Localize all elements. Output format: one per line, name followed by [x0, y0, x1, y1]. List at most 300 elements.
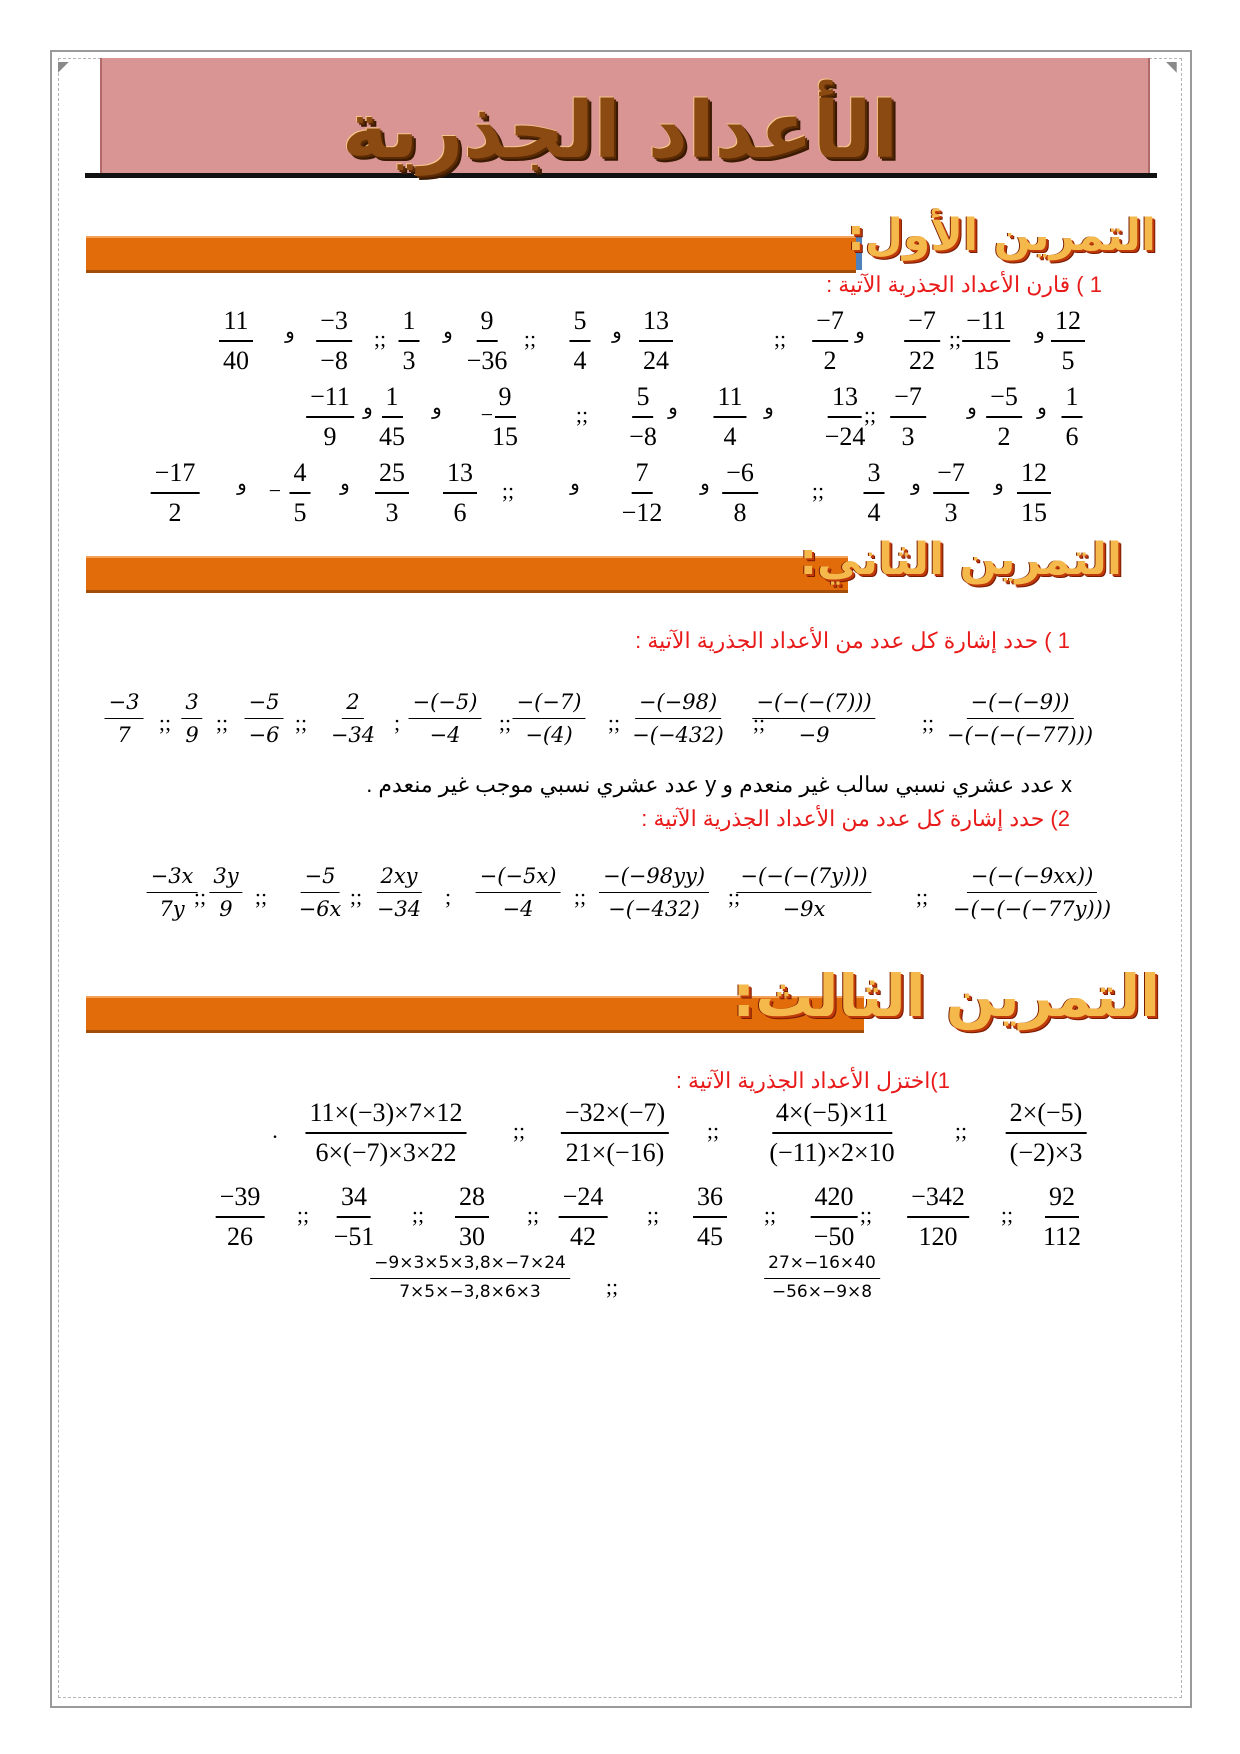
separator-text: ;;: [863, 402, 877, 427]
fraction-expression: [907, 1182, 969, 1252]
fraction: [752, 690, 875, 747]
conjunction-and: [967, 382, 977, 419]
separator-text: ;;: [215, 710, 229, 735]
denominator: 7×5×−3,8×6×3: [399, 1281, 541, 1302]
separator: [574, 864, 586, 909]
fraction-expression: [327, 690, 379, 747]
denominator: 6: [1065, 421, 1079, 451]
fraction-expression: [513, 690, 586, 747]
denominator: −6x: [298, 897, 342, 922]
separator: [216, 690, 228, 735]
denominator: 22: [908, 345, 935, 375]
minus-sign: [269, 458, 281, 503]
exercise-2-question-2: 2) حدد إشارة كل عدد من الأعداد الجذرية الآتية :: [641, 806, 1070, 831]
numerator: −(−5): [409, 690, 482, 719]
separator: [606, 1254, 618, 1299]
fraction-expression: [375, 382, 409, 452]
numerator: −7: [890, 382, 926, 418]
fraction: [375, 382, 409, 452]
conjunction-and: [432, 382, 442, 419]
fraction-expression: [693, 1182, 727, 1252]
fraction-expression: [890, 382, 926, 452]
separator-text: و: [432, 395, 442, 419]
fraction: [295, 864, 346, 921]
exercise-1-question-1: 1 ) قارن الأعداد الجذرية الآتية :: [826, 272, 1102, 297]
denominator: 45: [697, 1221, 723, 1251]
fraction: [245, 690, 284, 747]
fraction: [513, 690, 586, 747]
numerator: 13: [443, 458, 477, 494]
fraction: [713, 382, 746, 452]
denominator: 6: [453, 497, 467, 527]
conjunction-and: [668, 382, 678, 419]
numerator: −11: [962, 306, 1010, 342]
separator: [1001, 1182, 1013, 1227]
fraction-expression: [105, 690, 144, 747]
fraction-expression: [373, 864, 425, 921]
numerator: 27×−16×40: [764, 1254, 880, 1279]
fraction-expression: [455, 1182, 489, 1252]
numerator: −9×3×5×3,8×−7×24: [370, 1254, 570, 1279]
separator-text: ;;: [349, 884, 363, 909]
separator: [445, 864, 451, 909]
denominator: −51: [333, 1221, 375, 1251]
exercise-2-note: x عدد عشري نسبي سالب غير منعدم و y عدد عشري نسبي موجب غير منعدم .: [366, 772, 1072, 797]
numerator: −3: [316, 306, 352, 342]
exercise-3-heading: التمرين الثالث:: [732, 962, 1160, 1030]
separator: [949, 306, 961, 351]
denominator: 15: [1021, 497, 1047, 527]
fraction-expression: [219, 306, 253, 376]
separator: [394, 690, 400, 735]
numerator: −5: [301, 864, 340, 893]
numerator: −342: [907, 1182, 969, 1218]
separator-text: ;;: [498, 710, 512, 735]
separator-text: و: [967, 395, 977, 419]
numerator: 4: [290, 458, 311, 494]
numerator: 11: [713, 382, 746, 418]
numerator: 34: [337, 1182, 371, 1218]
separator-text: ;;: [954, 1118, 968, 1143]
fraction-expression: [375, 458, 409, 528]
denominator: −(−(−(−77))): [946, 723, 1094, 748]
exercise-1-bar: [86, 236, 856, 273]
fraction: [693, 1182, 727, 1252]
fraction: [722, 458, 758, 528]
separator: [753, 690, 765, 735]
fraction-expression: [570, 306, 591, 376]
conjunction-and: [700, 458, 710, 495]
numerator: 3: [864, 458, 885, 494]
numerator: 1: [399, 306, 420, 342]
separator: [812, 458, 824, 503]
fraction-expression: [245, 690, 284, 747]
separator-text: و: [612, 319, 622, 343]
denominator: 2: [168, 497, 182, 527]
numerator: −7: [812, 306, 848, 342]
denominator: −4: [429, 723, 461, 748]
numerator: −6: [722, 458, 758, 494]
fraction: [216, 1182, 265, 1252]
separator-text: و: [285, 319, 295, 343]
fraction-expression: [147, 864, 198, 921]
denominator: (−11)×2×10: [769, 1137, 895, 1167]
fraction: [327, 690, 379, 747]
separator-text: −: [268, 478, 282, 503]
separator: [955, 1098, 967, 1143]
fraction-expression: [290, 458, 311, 528]
fraction: [812, 306, 848, 376]
separator: [922, 690, 934, 735]
separator-text: ;;: [501, 478, 515, 503]
numerator: 92: [1045, 1182, 1079, 1218]
separator-text: ;;: [605, 1274, 619, 1299]
numerator: −(−98): [635, 690, 721, 719]
exercise-2-bar: [86, 556, 848, 593]
numerator: −24: [559, 1182, 608, 1218]
denominator: 9: [185, 723, 199, 748]
fraction-expression: [722, 458, 758, 528]
denominator: −(−432): [608, 897, 700, 922]
fraction-expression: [904, 306, 940, 376]
separator-text: ;;: [752, 710, 766, 735]
denominator: 45: [379, 421, 405, 451]
separator: [728, 864, 740, 909]
fraction-expression: [316, 306, 352, 376]
numerator: −(−7): [513, 690, 586, 719]
separator-text: ;;: [296, 1202, 310, 1227]
separator-text: ;;: [193, 884, 207, 909]
separator-text: ;;: [512, 1118, 526, 1143]
conjunction-and: [612, 306, 622, 343]
separator: [412, 1182, 424, 1227]
denominator: −(4): [525, 723, 573, 748]
denominator: −24: [824, 421, 866, 451]
separator-text: ;;: [373, 326, 387, 351]
fraction: [373, 864, 425, 921]
denominator: 112: [1042, 1221, 1082, 1251]
denominator: 2: [997, 421, 1011, 451]
fraction-expression: [628, 690, 728, 747]
conjunction-and: [285, 306, 295, 343]
separator: [608, 690, 620, 735]
numerator: 1: [382, 382, 403, 418]
fraction: [455, 1182, 489, 1252]
numerator: 2xy: [376, 864, 421, 893]
denominator: 24: [643, 345, 669, 375]
separator-text: و: [237, 471, 247, 495]
separator: [350, 864, 362, 909]
fraction: [219, 306, 253, 376]
denominator: 4: [867, 497, 881, 527]
conjunction-and: [855, 306, 865, 343]
numerator: −17: [151, 458, 200, 494]
separator-text: و: [994, 471, 1004, 495]
fraction-expression: [561, 1098, 669, 1168]
fraction-expression: [864, 458, 885, 528]
denominator: 21×(−16): [565, 1137, 665, 1167]
fraction: [147, 864, 198, 921]
fraction-expression: [1006, 1098, 1087, 1168]
numerator: −(−(−9xx)): [967, 864, 1098, 893]
separator-text: ;;: [915, 884, 929, 909]
denominator: 15: [972, 345, 999, 375]
conjunction-and: [443, 306, 453, 343]
separator: [272, 1098, 278, 1143]
fraction-expression: [1051, 306, 1085, 376]
denominator: 2: [823, 345, 837, 375]
fraction: [864, 458, 885, 528]
separator-text: ;;: [706, 1118, 720, 1143]
fraction-expression: [962, 306, 1010, 376]
separator-text: ;: [393, 710, 401, 735]
fraction: [316, 306, 352, 376]
separator-text: ;;: [948, 326, 962, 351]
exercise-3-question-1: 1)اختزل الأعداد الجذرية الآتية :: [675, 1068, 950, 1093]
separator-text: ;;: [411, 1202, 425, 1227]
fraction-expression: [370, 1254, 570, 1302]
numerator: −(−(−(7))): [752, 690, 875, 719]
denominator: −36: [466, 345, 508, 375]
fraction: [399, 306, 420, 376]
fraction-expression: [295, 864, 346, 921]
fraction-expression: [151, 458, 200, 528]
fraction: [986, 382, 1022, 452]
denominator: 8: [733, 497, 747, 527]
separator: [297, 1182, 309, 1227]
fraction: [151, 458, 200, 528]
denominator: 6×(−7)×3×22: [315, 1137, 457, 1167]
numerator: 1: [1062, 382, 1083, 418]
numerator: −(−(−9)): [967, 690, 1074, 719]
fraction-expression: [943, 690, 1097, 747]
conjunction-and: [1035, 306, 1045, 343]
conjunction-and: [1037, 382, 1047, 419]
separator: [499, 690, 511, 735]
numerator: 13: [828, 382, 862, 418]
fraction-expression: [713, 382, 746, 452]
separator: [860, 1182, 872, 1227]
separator-text: و: [443, 319, 453, 343]
fraction: [962, 306, 1010, 376]
fraction: [209, 864, 242, 921]
corner-mark-icon: ◥: [1166, 59, 1177, 75]
separator-text: و: [668, 395, 678, 419]
fraction-expression: [209, 864, 242, 921]
numerator: 12: [1051, 306, 1085, 342]
denominator: 3: [402, 345, 416, 375]
numerator: 5: [632, 382, 653, 418]
separator-text: ;;: [523, 326, 537, 351]
separator-text: و: [764, 395, 774, 419]
conjunction-and: [911, 458, 921, 495]
separator: [764, 1182, 776, 1227]
numerator: −3x: [147, 864, 198, 893]
fraction-expression: [765, 1098, 898, 1168]
fraction-expression: [216, 1182, 265, 1252]
separator: [576, 382, 588, 427]
numerator: −3: [105, 690, 144, 719]
fraction: [409, 690, 482, 747]
fraction: [570, 306, 591, 376]
fraction-expression: [986, 382, 1022, 452]
fraction-expression: [181, 690, 202, 747]
numerator: −11: [306, 382, 354, 418]
separator-text: ;;: [158, 710, 172, 735]
fraction: [330, 1182, 379, 1252]
conjunction-and: [237, 458, 247, 495]
separator-text: و: [911, 471, 921, 495]
conjunction-and: [994, 458, 1004, 495]
denominator: −9x: [782, 897, 826, 922]
fraction: [1039, 1182, 1085, 1252]
separator-text: و: [1037, 395, 1047, 419]
numerator: 2×(−5): [1006, 1098, 1087, 1134]
separator: [502, 458, 514, 503]
numerator: −7: [904, 306, 940, 342]
separator-text: و: [1035, 319, 1045, 343]
numerator: 9: [495, 382, 516, 418]
denominator: −8: [629, 421, 657, 451]
conjunction-and: [764, 382, 774, 419]
denominator: −56×−9×8: [771, 1281, 873, 1302]
separator-text: ;;: [859, 1202, 873, 1227]
fraction: [933, 458, 969, 528]
separator-text: ;;: [763, 1202, 777, 1227]
denominator: 3: [901, 421, 915, 451]
separator: [527, 1182, 539, 1227]
fraction: [890, 382, 926, 452]
numerator: −5: [986, 382, 1022, 418]
fraction: [764, 1254, 880, 1302]
numerator: 7: [631, 458, 652, 494]
denominator: 5: [293, 497, 307, 527]
fraction: [1051, 306, 1085, 376]
page-title: الأعداد الجذرية: [341, 86, 899, 176]
numerator: −(−98yy): [599, 864, 709, 893]
fraction: [765, 1098, 898, 1168]
fraction: [907, 1182, 969, 1252]
separator-text: ;: [444, 884, 452, 909]
denominator: 26: [226, 1221, 253, 1251]
numerator: 3: [181, 690, 202, 719]
denominator: 9: [323, 421, 337, 451]
exercise-2-question-1: 1 ) حدد إشارة كل عدد من الأعداد الجذرية الآتية :: [635, 628, 1070, 653]
numerator: 4×(−5)×11: [772, 1098, 892, 1134]
numerator: 9: [476, 306, 497, 342]
fraction-expression: [599, 864, 709, 921]
fraction: [821, 382, 870, 452]
separator-text: ;;: [727, 884, 741, 909]
fraction-expression: [810, 1182, 859, 1252]
denominator: 3: [385, 497, 399, 527]
denominator: (−2)×3: [1009, 1137, 1083, 1167]
exercise-2-heading: التمرين الثاني:: [799, 534, 1122, 585]
separator-text: ;;: [811, 478, 825, 503]
fraction: [463, 306, 512, 376]
separator: [295, 690, 307, 735]
fraction-expression: [305, 1098, 466, 1168]
numerator: −39: [216, 1182, 265, 1218]
denominator: 15: [492, 421, 518, 451]
fraction: [1006, 1098, 1087, 1168]
fraction: [105, 690, 144, 747]
fraction: [904, 306, 940, 376]
fraction: [561, 1098, 669, 1168]
separator-text: .: [272, 1118, 278, 1143]
separator-text: ;;: [921, 710, 935, 735]
denominator: −34: [376, 897, 422, 922]
fraction: [949, 864, 1115, 921]
fraction: [1017, 458, 1051, 528]
numerator: −32×(−7): [561, 1098, 669, 1134]
fraction: [810, 1182, 859, 1252]
fraction: [306, 382, 354, 452]
denominator: −50: [813, 1221, 855, 1251]
fraction: [290, 458, 311, 528]
fraction-expression: [625, 382, 661, 452]
fraction: [370, 1254, 570, 1302]
numerator: −(−5x): [476, 864, 561, 893]
denominator: 9: [219, 897, 233, 922]
denominator: 4: [723, 421, 737, 451]
fraction-expression: [933, 458, 969, 528]
fraction-expression: [443, 458, 477, 528]
separator: [159, 690, 171, 735]
denominator: −8: [320, 345, 348, 375]
conjunction-and: [363, 382, 373, 419]
denominator: −(−432): [632, 723, 724, 748]
denominator: 40: [223, 345, 249, 375]
fraction: [476, 864, 561, 921]
separator-text: ;;: [1000, 1202, 1014, 1227]
fraction: [628, 690, 728, 747]
denominator: 120: [918, 1221, 958, 1251]
fraction-expression: [736, 864, 871, 921]
separator: [524, 306, 536, 351]
separator: [774, 306, 786, 351]
fraction: [305, 1098, 466, 1168]
separator-text: ;;: [254, 884, 268, 909]
denominator: −4: [502, 897, 534, 922]
numerator: 5: [570, 306, 591, 342]
numerator: −5: [245, 690, 284, 719]
separator-text: ;;: [573, 884, 587, 909]
fraction: [559, 1182, 608, 1252]
denominator: −34: [330, 723, 376, 748]
fraction-expression: [1062, 382, 1083, 452]
fraction-expression: [409, 690, 482, 747]
denominator: 4: [573, 345, 587, 375]
separator-text: −: [480, 402, 494, 427]
fraction: [639, 306, 673, 376]
fraction-expression: [764, 1254, 880, 1302]
separator-text: و: [570, 471, 580, 495]
numerator: 25: [375, 458, 409, 494]
fraction: [181, 690, 202, 747]
separator-text: ;;: [607, 710, 621, 735]
fraction-expression: [821, 382, 870, 452]
separator: [255, 864, 267, 909]
fraction-expression: [476, 864, 561, 921]
separator-text: و: [340, 471, 350, 495]
fraction-expression: [752, 690, 875, 747]
minus-sign: [481, 382, 493, 427]
fraction: [943, 690, 1097, 747]
separator-text: ;;: [294, 710, 308, 735]
fraction: [618, 458, 667, 528]
fraction: [1062, 382, 1083, 452]
